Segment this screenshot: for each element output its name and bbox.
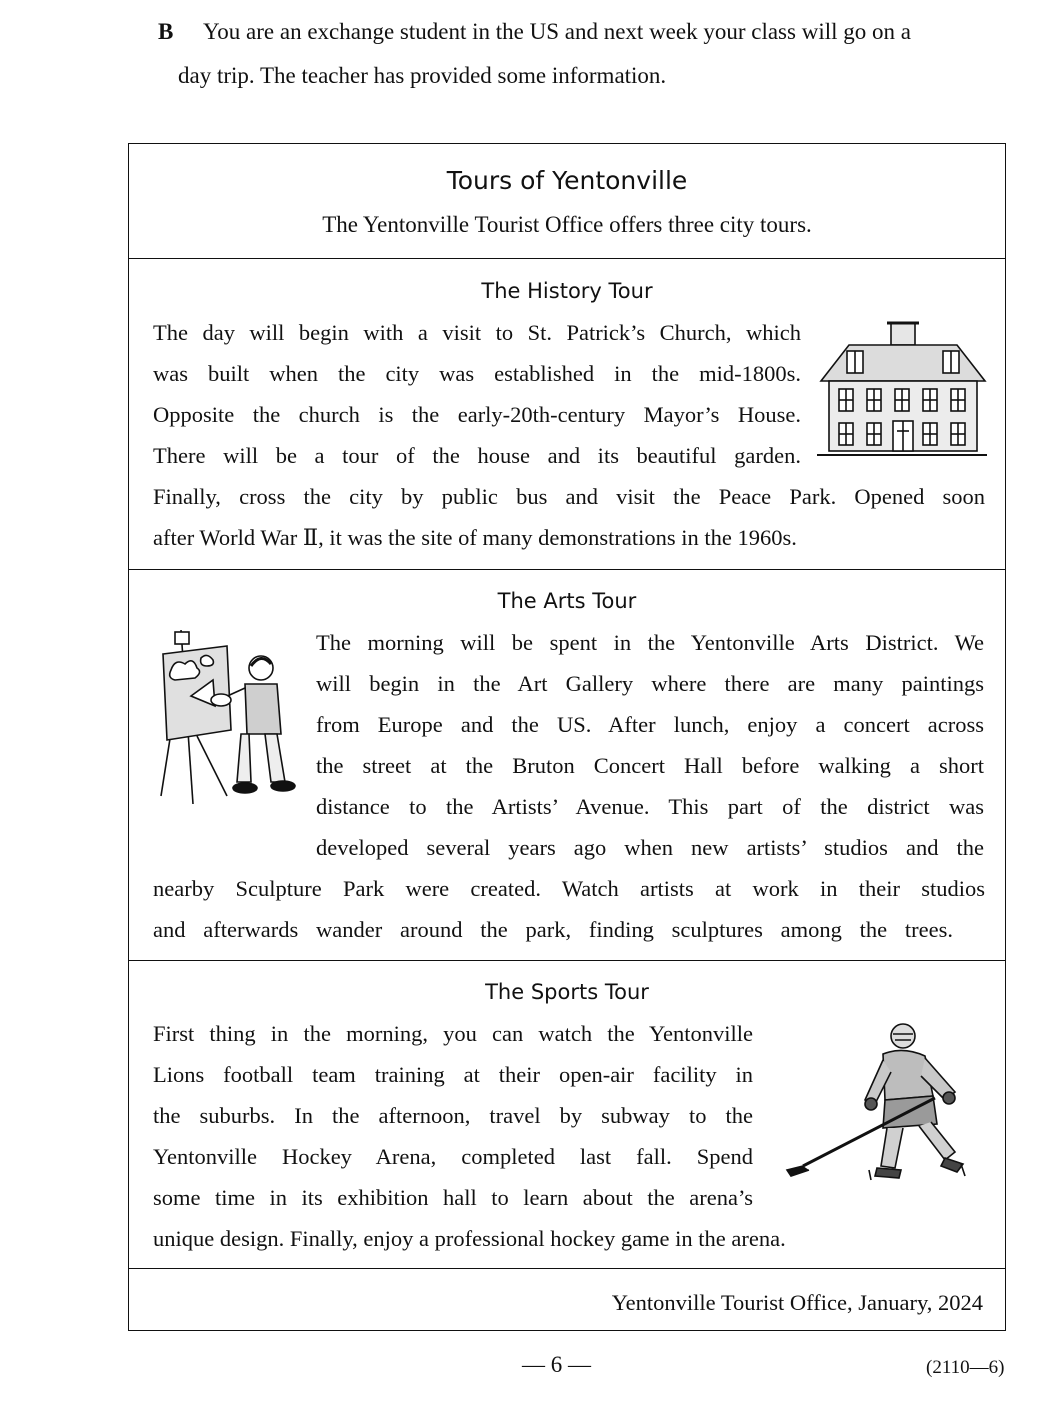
divider [129,569,1005,570]
intro-line-2: day trip. The teacher has provided some information. [178,63,667,88]
sports-line: unique design. Finally, enjoy a professional hockey game in the arena. [153,1226,786,1251]
divider [129,1268,1005,1269]
sports-line: Lions football team training at their open-air facility in [153,1062,753,1087]
notice-footer: Yentonville Tourist Office, January, 2024 [611,1290,983,1315]
arts-line: developed several years ago when new artists’ studios and the [316,835,984,860]
intro-line-1: You are an exchange student in the US and next week your class will go on a [203,19,911,44]
arts-line: the street at the Bruton Concert Hall before walking a short [316,753,984,778]
arts-line: nearby Sculpture Park were created. Watch artists at work in their studios [153,876,985,901]
sports-line: some time in its exhibition hall to learn about the arena’s [153,1185,753,1210]
notice-title: Tours of Yentonville [446,166,688,195]
history-line: There will be a tour of the house and its beautiful garden. [153,443,801,468]
history-line: Finally, cross the city by public bus and visit the Peace Park. Opened soon [153,484,985,509]
history-line: The day will begin with a visit to St. Patrick’s Church, which [153,320,801,345]
sports-tour-title: The Sports Tour [485,980,649,1004]
question-label: B [158,19,174,44]
history-line: after World War Ⅱ, it was the site of many demonstrations in the 1960s. [153,525,797,550]
history-line: was built when the city was established in the mid-1800s. [153,361,801,386]
history-line: Opposite the church is the early-20th-century Mayor’s House. [153,402,801,427]
mayors-house-illustration [817,319,987,459]
sports-line: the suburbs. In the afternoon, travel by subway to the [153,1103,753,1128]
arts-line: distance to the Artists’ Avenue. This part of the district was [316,794,984,819]
sports-line: Yentonville Hockey Arena, completed last fall. Spend [153,1144,753,1169]
arts-line: and afterwards wander around the park, finding sculptures among the trees. [153,917,953,942]
notice-subtitle: The Yentonville Tourist Office offers three city tours. [322,212,812,237]
sports-line: First thing in the morning, you can watch the Yentonville [153,1021,753,1046]
arts-tour-title: The Arts Tour [497,589,637,613]
exam-code: (2110—6) [926,1357,1005,1378]
tour-notice [128,143,1006,1331]
divider [129,258,1005,259]
history-tour-title: The History Tour [481,279,653,303]
arts-line: The morning will be spent in the Yentonville Arts District. We [316,630,984,655]
divider [129,960,1005,961]
hockey-player-illustration [785,1020,995,1192]
arts-line: from Europe and the US. After lunch, enjoy a concert across [316,712,984,737]
arts-line: will begin in the Art Gallery where there are many paintings [316,671,984,696]
intro-paragraph [150,10,1020,98]
page-number: — 6 — [522,1352,591,1377]
painter-illustration [157,626,299,808]
